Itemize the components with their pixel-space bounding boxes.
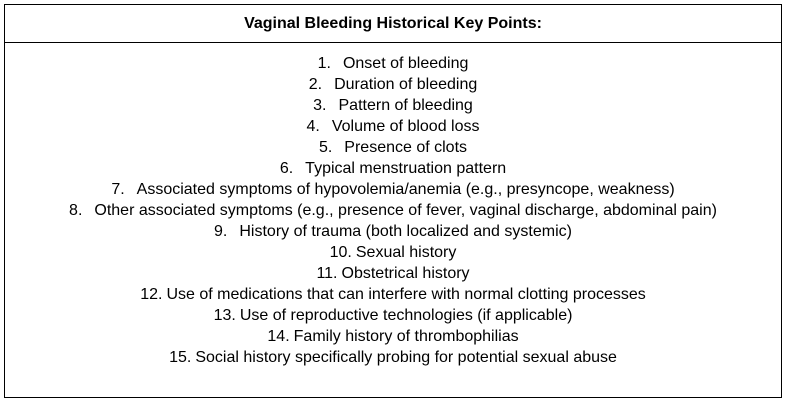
- list-item: [5, 326, 781, 347]
- table-title: [5, 5, 781, 43]
- item-number: 13.: [213, 307, 236, 324]
- item-text: Family history of thrombophilias: [293, 328, 519, 345]
- item-number: 11.: [316, 265, 338, 282]
- key-points-table: [4, 4, 782, 398]
- list-item: [5, 347, 781, 368]
- item-number: 10.: [329, 244, 352, 261]
- item-number: 14.: [267, 328, 290, 345]
- item-number: 2.: [308, 76, 323, 93]
- list-item: [5, 137, 781, 158]
- item-number: 4.: [306, 118, 320, 135]
- item-text: Obstetrical history: [341, 265, 470, 282]
- item-text: Presence of clots: [344, 139, 468, 156]
- list-item: [5, 284, 781, 305]
- item-text: Other associated symptoms (e.g., presence of fever, vaginal discharge, abdominal pain): [94, 202, 717, 219]
- item-text: Volume of blood loss: [331, 118, 480, 135]
- item-text: Sexual history: [355, 244, 457, 261]
- list-item: [5, 158, 781, 179]
- item-text: Use of reproductive technologies (if applicable): [239, 307, 573, 324]
- list-item: [5, 95, 781, 116]
- list-item: [5, 179, 781, 200]
- item-number: 8.: [69, 202, 83, 219]
- item-text: Associated symptoms of hypovolemia/anemia (e.g., presyncope, weakness): [136, 181, 675, 198]
- item-text: Typical menstruation pattern: [305, 160, 507, 177]
- item-number: 1.: [317, 55, 331, 72]
- list-item: [5, 305, 781, 326]
- list-item: [5, 263, 781, 284]
- item-text: Use of medications that can interfere with normal clotting processes: [166, 286, 646, 303]
- key-points-list: [5, 43, 781, 368]
- item-text: Duration of bleeding: [334, 76, 478, 93]
- item-number: 9.: [214, 223, 228, 240]
- item-number: 7.: [111, 181, 125, 198]
- item-text: Social history specifically probing for potential sexual abuse: [195, 349, 617, 366]
- list-item: [41, 200, 746, 221]
- list-item: [5, 242, 781, 263]
- item-number: 3.: [313, 97, 327, 114]
- item-text: Pattern of bleeding: [338, 97, 473, 114]
- list-item: [5, 116, 781, 137]
- list-item: [5, 221, 781, 242]
- item-number: 12.: [140, 286, 163, 303]
- list-item: [5, 74, 781, 95]
- item-text: History of trauma (both localized and systemic): [239, 223, 572, 240]
- table-title-text: Vaginal Bleeding Historical Key Points:: [244, 14, 542, 32]
- item-number: 5.: [318, 139, 333, 156]
- item-number: 6.: [279, 160, 294, 177]
- item-number: 15.: [169, 349, 192, 366]
- list-item: [5, 53, 781, 74]
- item-text: Onset of bleeding: [342, 55, 469, 72]
